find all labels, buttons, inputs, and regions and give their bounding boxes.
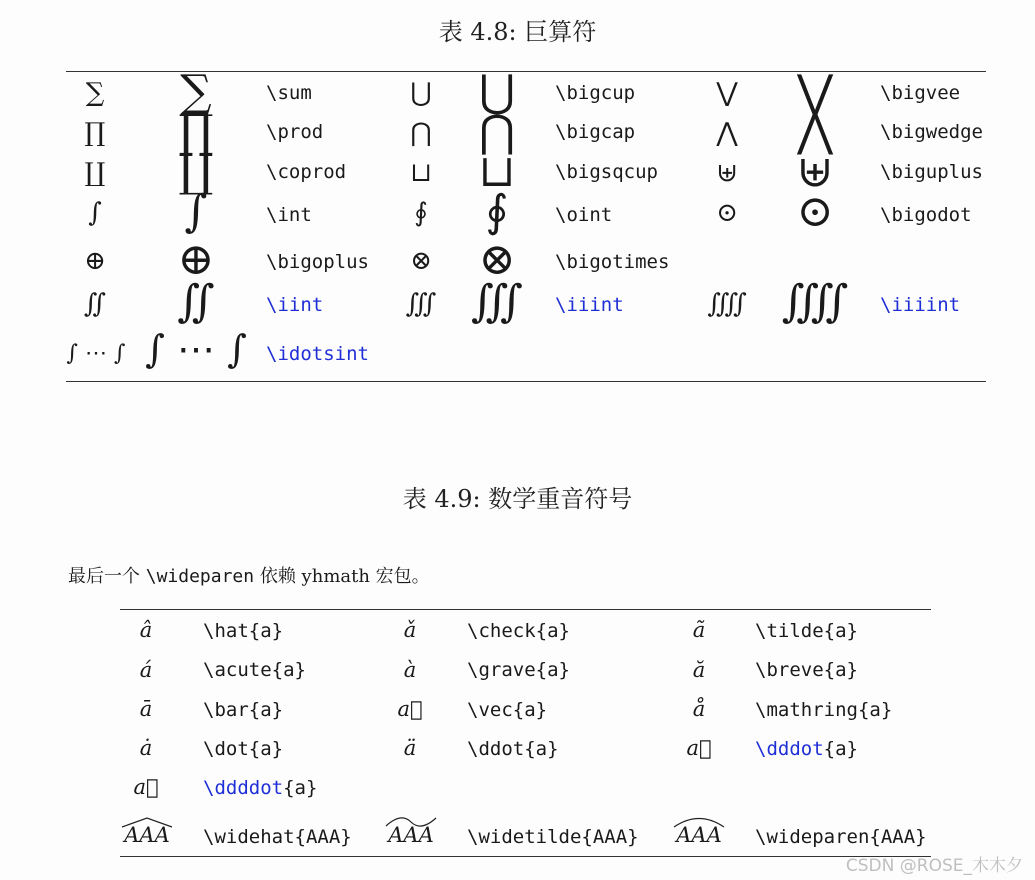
bigvee-small-symbol: ⋁ [716, 78, 738, 108]
hat-command: \hat{a} [203, 620, 284, 642]
iint-large-symbol: ∬ [177, 276, 215, 327]
bigoplus-large-symbol: ⊕ [177, 234, 215, 285]
widehat-command: \widehat{AAA} [203, 826, 352, 848]
iiiint-large-symbol: ⨌ [781, 276, 849, 327]
bar-command: \bar{a} [203, 699, 284, 721]
sum-small-symbol: ∑ [85, 78, 105, 108]
iint-command[interactable]: \iint [266, 294, 324, 316]
table-4-8-caption: 表 4.8: 巨算符 [438, 18, 597, 46]
bigcap-command: \bigcap [555, 121, 636, 143]
biguplus-small-symbol: ⊎ [716, 158, 738, 188]
dot-symbol: ȧ [139, 736, 153, 760]
table-4-9-caption: 表 4.9: 数学重音符号 [402, 485, 633, 513]
tilde-command: \tilde{a} [755, 620, 858, 642]
bigcup-command: \bigcup [555, 82, 636, 104]
bigwedge-large-symbol: ⋀ [796, 106, 834, 157]
prod-large-symbol: ∏ [178, 106, 214, 157]
dddot-symbol: a⃛ [686, 736, 712, 760]
bigotimes-command: \bigotimes [555, 251, 670, 273]
bigcap-small-symbol: ⋂ [410, 118, 432, 148]
idotsint-small-symbol: ∫ ⋯ ∫ [66, 341, 126, 366]
table-4-9-bottom-rule [120, 856, 931, 857]
dddot-arg: {a} [823, 738, 858, 760]
dddot-link[interactable]: \dddot [755, 738, 824, 760]
vec-symbol: a⃗ [397, 697, 423, 721]
bigcup-small-symbol: ⋃ [410, 78, 432, 108]
ddddot-symbol: a⃜ [133, 775, 159, 799]
coprod-small-symbol: ∐ [84, 158, 106, 188]
coprod-large-symbol: ∐ [178, 146, 214, 197]
mathring-symbol: å [692, 697, 706, 721]
coprod-command: \coprod [266, 161, 347, 183]
bigvee-large-symbol: ⋁ [796, 66, 834, 117]
ddddot-arg: {a} [283, 777, 318, 799]
int-small-symbol: ∫ [88, 198, 102, 228]
biguplus-large-symbol: ⊎ [796, 146, 834, 197]
bigsqcup-small-symbol: ⊔ [410, 158, 432, 188]
bigotimes-large-symbol: ⊗ [478, 234, 516, 285]
bigsqcup-large-symbol: ⊔ [478, 146, 516, 197]
wideparen-symbol: AAA [676, 823, 722, 847]
table-4-8-bottom-rule [66, 381, 986, 382]
acute-symbol: á [139, 658, 153, 682]
oint-command: \oint [555, 204, 613, 226]
bigodot-small-symbol: ⊙ [716, 198, 738, 228]
bigotimes-small-symbol: ⊗ [410, 246, 432, 276]
wideparen-command: \wideparen{AAA} [755, 826, 927, 848]
grave-symbol: à [403, 658, 417, 682]
prod-command: \prod [266, 121, 324, 143]
bigodot-large-symbol: ⊙ [796, 186, 834, 237]
bigwedge-command: \bigwedge [880, 121, 983, 143]
dot-command: \dot{a} [203, 738, 284, 760]
vec-command: \vec{a} [467, 699, 548, 721]
bigcup-large-symbol: ⋃ [478, 66, 516, 117]
watermark: CSDN @ROSE_木木夕 [845, 856, 1023, 876]
dddot-command [755, 740, 858, 759]
widehat-symbol: AAA [124, 823, 170, 847]
note-command: \wideparen [145, 566, 255, 587]
bigcap-large-symbol: ⋂ [478, 106, 516, 157]
widetilde-command: \widetilde{AAA} [467, 826, 639, 848]
iiiint-small-symbol: ⨌ [707, 289, 747, 319]
note-suffix: 依赖 yhmath 宏包。 [254, 566, 430, 587]
widetilde-symbol: AAA [388, 823, 434, 847]
table-4-9-top-rule [120, 609, 931, 610]
check-symbol: ǎ [403, 618, 417, 642]
iiint-small-symbol: ∭ [405, 289, 437, 319]
acute-command: \acute{a} [203, 659, 306, 681]
iiint-large-symbol: ∭ [470, 276, 524, 327]
ddot-command: \ddot{a} [467, 738, 559, 760]
oint-small-symbol: ∮ [414, 198, 428, 228]
bigodot-command: \bigodot [880, 204, 972, 226]
int-large-symbol: ∫ [184, 186, 208, 237]
check-command: \check{a} [467, 620, 570, 642]
idotsint-command[interactable]: \idotsint [266, 343, 369, 365]
ddddot-command [203, 779, 317, 798]
prod-small-symbol: ∏ [84, 118, 106, 148]
bigoplus-command: \bigoplus [266, 251, 369, 273]
iint-small-symbol: ∬ [83, 289, 107, 319]
oint-large-symbol: ∮ [485, 186, 509, 237]
ddot-symbol: ä [403, 736, 417, 760]
breve-symbol: ă [692, 658, 706, 682]
bar-symbol: ā [139, 697, 153, 721]
idotsint-large-symbol: ∫ ⋯ ∫ [145, 327, 247, 371]
sum-large-symbol: ∑ [180, 66, 212, 117]
biguplus-command: \biguplus [880, 161, 983, 183]
yhmath-note [68, 562, 430, 588]
grave-command: \grave{a} [467, 659, 570, 681]
iiiint-command[interactable]: \iiiint [880, 294, 961, 316]
bigvee-command: \bigvee [880, 82, 961, 104]
note-prefix: 最后一个 [68, 566, 146, 587]
bigsqcup-command: \bigsqcup [555, 161, 658, 183]
bigoplus-small-symbol: ⊕ [84, 246, 106, 276]
bigwedge-small-symbol: ⋀ [716, 118, 738, 148]
ddddot-link[interactable]: \ddddot [203, 777, 284, 799]
breve-command: \breve{a} [755, 659, 858, 681]
sum-command: \sum [266, 82, 312, 104]
tilde-symbol: ã [692, 618, 706, 642]
mathring-command: \mathring{a} [755, 699, 893, 721]
iiint-command[interactable]: \iiint [555, 294, 624, 316]
int-command: \int [266, 204, 312, 226]
hat-symbol: â [139, 618, 153, 642]
